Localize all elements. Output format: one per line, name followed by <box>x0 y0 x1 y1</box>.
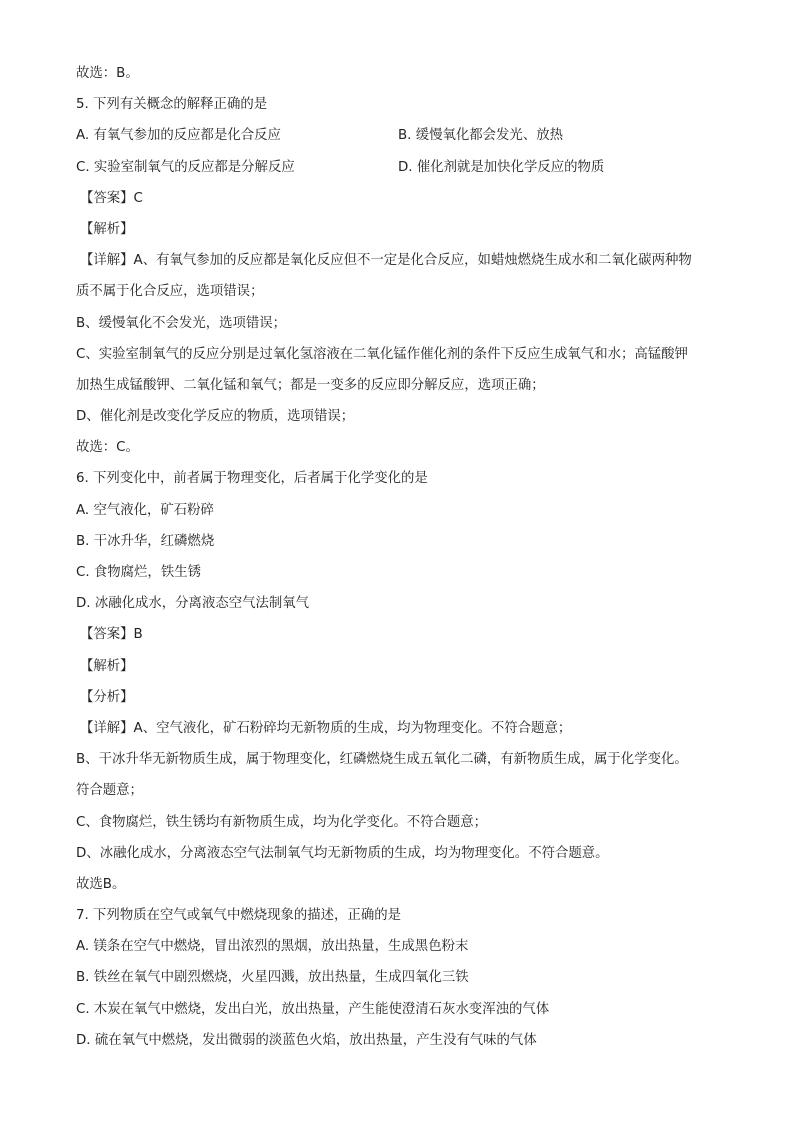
q6-detail-line: 符合题意； <box>76 783 143 799</box>
q7-option-d: D. 硫在氧气中燃烧，发出微弱的淡蓝色火焰，放出热量，产生没有气味的气体 <box>76 1032 537 1048</box>
prev-conclusion: 故选：B。 <box>76 66 139 81</box>
q5-conclusion: 故选：C。 <box>76 440 139 456</box>
q6-analysis-heading: 【解析】 <box>80 658 134 674</box>
q6-answer: 【答案】B <box>80 627 143 643</box>
q5-analysis-heading: 【解析】 <box>80 221 134 237</box>
q5-option-c: C. 实验室制氧气的反应都是分解反应 <box>76 159 295 175</box>
q6-stem: 6. 下列变化中，前者属于物理变化，后者属于化学变化的是 <box>76 471 428 487</box>
q5-option-d: D. 催化剂就是加快化学反应的物质 <box>398 159 605 175</box>
q5-detail-line: 加热生成锰酸钾、二氧化锰和氧气；都是一变多的反应即分解反应，选项正确； <box>76 377 545 393</box>
q6-fenxi-heading: 【分析】 <box>80 689 134 705</box>
q5-option-a: A. 有氧气参加的反应都是化合反应 <box>76 128 281 144</box>
q6-conclusion: 故选B。 <box>76 876 126 892</box>
q7-option-c: C. 木炭在氧气中燃烧，发出白光，放出热量，产生能使澄清石灰水变浑浊的气体 <box>76 1001 550 1017</box>
q7-option-b: B. 铁丝在氧气中剧烈燃烧，火星四溅，放出热量，生成四氧化三铁 <box>76 970 469 986</box>
q5-answer: 【答案】C <box>80 190 143 206</box>
q5-options-row-2 <box>76 152 736 183</box>
q5-detail-line: B、缓慢氧化不会发光，选项错误； <box>76 315 287 331</box>
q6-option-a: A. 空气液化，矿石粉碎 <box>76 502 214 518</box>
q6-detail-line: C、食物腐烂，铁生锈均有新物质生成，均为化学变化。不符合题意； <box>76 814 488 830</box>
q5-detail-line: C、实验室制氧气的反应分别是过氧化氢溶液在二氧化锰作催化剂的条件下反应生成氧气和水；高锰酸钾 <box>76 346 688 362</box>
q5-option-b: B. 缓慢氧化都会发光、放热 <box>398 128 563 144</box>
q6-detail-line: B、干冰升华无新物质生成，属于物理变化，红磷燃烧生成五氧化二磷，有新物质生成，属于化学变化。 <box>76 752 688 768</box>
q6-detail-line: 【详解】A、空气液化，矿石粉碎均无新物质的生成，均为物理变化。不符合题意； <box>80 720 572 736</box>
q5-detail-line: 质不属于化合反应，选项错误； <box>76 284 264 300</box>
q7-option-a: A. 镁条在空气中燃烧，冒出浓烈的黑烟，放出热量，生成黑色粉末 <box>76 939 469 955</box>
q7-stem: 7. 下列物质在空气或氧气中燃烧现象的描述，正确的是 <box>76 908 402 924</box>
document-page <box>76 58 736 1056</box>
q6-detail-line: D、冰融化成水，分离液态空气法制氧气均无新物质的生成，均为物理变化。不符合题意。 <box>76 845 609 861</box>
q6-option-d: D. 冰融化成水，分离液态空气法制氧气 <box>76 596 310 612</box>
q6-option-c: C. 食物腐烂，铁生锈 <box>76 565 201 580</box>
q5-detail-line: D、催化剂是改变化学反应的物质，选项错误； <box>76 409 355 425</box>
q5-options-row-1 <box>76 120 736 151</box>
q5-detail-line: 【详解】A、有氧气参加的反应都是氧化反应但不一定是化合反应，如蜡烛燃烧生成水和二氧化碳两种物 <box>80 253 692 269</box>
q6-option-b: B. 干冰升华，红磷燃烧 <box>76 533 215 549</box>
q5-stem: 5. 下列有关概念的解释正确的是 <box>76 97 268 113</box>
